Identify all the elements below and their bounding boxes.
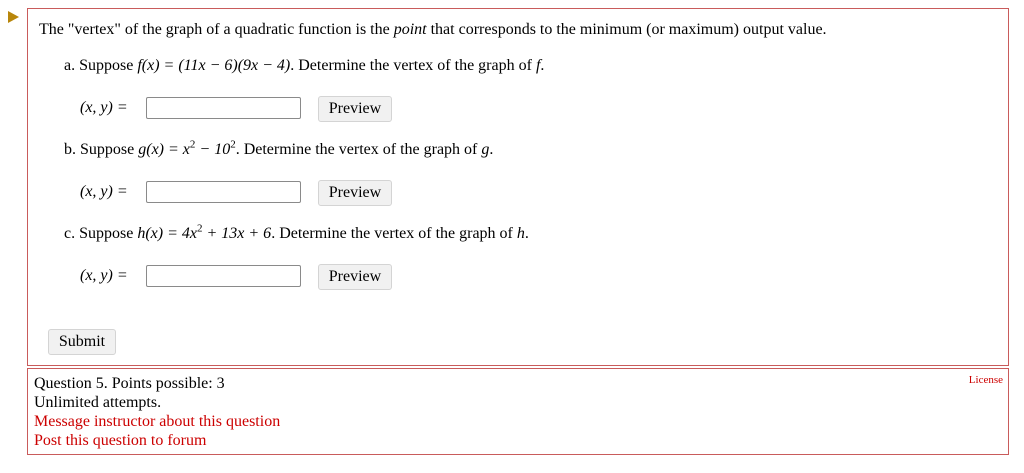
part-a-function: f(x) = (11x − 6)(9x − 4): [137, 57, 291, 74]
part-a-prefix: a. Suppose: [64, 57, 138, 74]
intro-emphasis: point: [393, 21, 427, 38]
part-b-prompt: [64, 138, 494, 159]
attempts-text: Unlimited attempts.: [34, 394, 162, 411]
submit-button[interactable]: Submit: [48, 329, 116, 355]
part-b-exponent-2: 2: [230, 138, 236, 151]
message-instructor-link[interactable]: Message instructor about this question: [34, 413, 281, 430]
points-possible: Question 5. Points possible: 3: [34, 375, 225, 392]
part-b-prefix: b. Suppose: [64, 141, 139, 158]
question-panel: [27, 8, 1009, 366]
part-a-prompt: [64, 57, 544, 75]
part-b-answer-label: (x, y) =: [80, 183, 128, 200]
part-a-answer-input[interactable]: [146, 97, 301, 119]
part-b-function-a: g(x) = x: [138, 141, 190, 158]
question-info-panel: [27, 368, 1009, 455]
post-to-forum-link[interactable]: Post this question to forum: [34, 432, 207, 449]
part-a-suffix: . Determine the vertex of the graph of: [290, 57, 536, 74]
part-c-preview-button[interactable]: Preview: [318, 264, 392, 290]
question-collapse-arrow-icon[interactable]: [8, 11, 19, 23]
part-c-prompt: [64, 222, 529, 243]
part-c-prefix: c. Suppose: [64, 225, 138, 242]
part-c-exponent: 2: [196, 222, 203, 235]
part-b-variable: g: [481, 141, 490, 158]
part-a-answer-label: (x, y) =: [80, 99, 128, 116]
part-a-period: .: [540, 57, 545, 74]
part-b-period: .: [489, 141, 494, 158]
part-b-exponent-1: 2: [189, 138, 196, 151]
part-a-preview-button[interactable]: Preview: [318, 96, 392, 122]
part-b-preview-button[interactable]: Preview: [318, 180, 392, 206]
part-b-answer-input[interactable]: [146, 181, 301, 203]
part-c-answer-label: (x, y) =: [80, 267, 128, 284]
part-c-function-a: h(x) = 4x: [137, 225, 197, 242]
part-c-period: .: [524, 225, 529, 242]
intro-text-before: The "vertex" of the graph of a quadratic function is the: [39, 21, 394, 38]
part-c-variable: h: [516, 225, 525, 242]
intro-text-after: that corresponds to the minimum (or maximum) output value.: [426, 21, 827, 38]
part-c-function-b: + 13x + 6: [202, 225, 272, 242]
question-intro: [39, 21, 827, 39]
part-a-variable: f: [535, 57, 541, 74]
part-b-suffix: . Determine the vertex of the graph of: [235, 141, 482, 158]
part-c-suffix: . Determine the vertex of the graph of: [271, 225, 517, 242]
license-link[interactable]: License: [968, 374, 1003, 386]
part-c-answer-input[interactable]: [146, 265, 301, 287]
part-b-function-b: − 10: [195, 141, 231, 158]
